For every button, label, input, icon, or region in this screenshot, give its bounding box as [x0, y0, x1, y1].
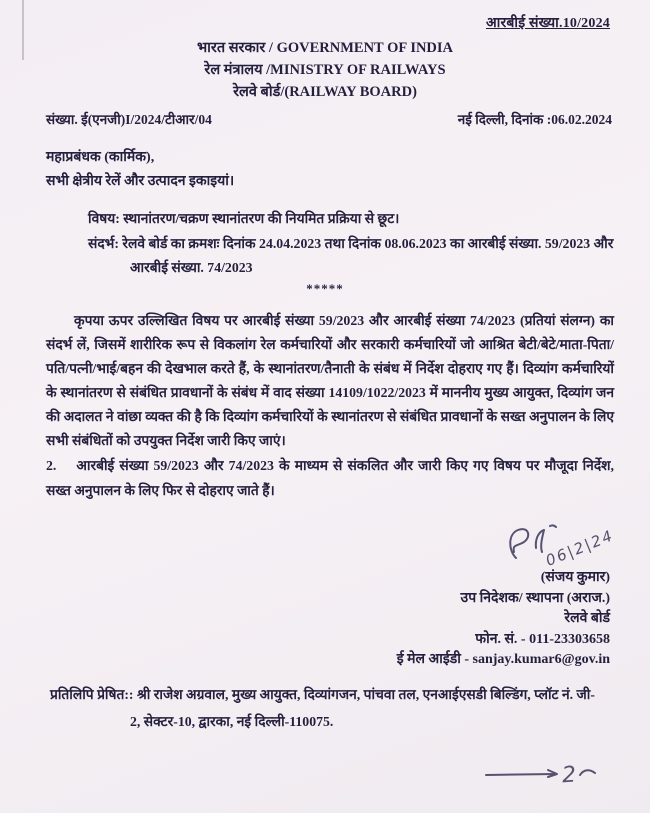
signature-date-handwritten: 06|2|24	[543, 526, 617, 570]
signatory-phone: फोन. सं. - 011-23303658	[475, 631, 610, 647]
addressee-detail: सभी क्षेत्रीय रेलें और उत्पादन इकाइयां।	[46, 174, 235, 189]
addressee-title: महाप्रबंधक (कार्मिक),	[46, 150, 155, 165]
letterhead-ministry-line: रेल मंत्रालय /MINISTRY OF RAILWAYS	[204, 62, 446, 78]
copy-to-continuation: 2, सेक्टर-10, द्वारका, नई दिल्ली-110075.	[130, 714, 334, 729]
letterhead	[0, 37, 650, 103]
signatory-email: ई मेल आईडी - sanjay.kumar6@gov.in	[396, 652, 610, 667]
letterhead-govt-line: भारत सरकार / GOVERNMENT OF INDIA	[196, 40, 454, 56]
copy-to-line: प्रतिलिपि प्रेषित:: श्री राजेश अग्रवाल, मुख्य आयुक्त, दिव्यांगजन, पांचवा तल, एनआईएसडी बिल्डिंग, प्लॉट नं. जी-	[50, 687, 595, 702]
page-number: 2	[561, 762, 577, 789]
letterhead-board-line: रेलवे बोर्ड/(RAILWAY BOARD)	[233, 84, 417, 100]
paragraph-2-text: आरबीई संख्या 59/2023 और 74/2023 के माध्यम से संकलित और जारी किए गए विषय पर मौजूदा निर्देश, सख्त अनुपालन के लिए फिर से दोहराए जाते हैं।	[46, 458, 614, 498]
paragraph-2-number: 2.	[46, 458, 57, 473]
subject-reference-block	[88, 207, 616, 281]
reference-line: संदर्भ: रेलवे बोर्ड का क्रमशः दिनांक 24.04.2023 तथा दिनांक 08.06.2023 का आरबीई संख्या. 59/2023 और	[88, 235, 614, 251]
reference-continuation: आरबीई संख्या. 74/2023	[130, 260, 253, 275]
copy-to-block	[50, 681, 620, 735]
signatory-name: (संजय कुमार)	[540, 570, 610, 585]
page-number-scribble-icon	[482, 755, 602, 791]
signatory-organisation: रेलवे बोर्ड	[564, 611, 610, 626]
page-number-mark	[482, 755, 602, 796]
place-and-date: नई दिल्ली, दिनांक :06.02.2024	[457, 112, 612, 127]
body-paragraph-2	[46, 453, 614, 503]
signature-area	[290, 522, 617, 570]
signature-block	[290, 522, 617, 671]
rbe-number: आरबीई संख्या.10/2024	[485, 16, 610, 31]
reference-row	[46, 110, 612, 128]
addressee-block	[46, 146, 234, 194]
letter-number: संख्या. ई(एनजी)I/2024/टीआर/04	[46, 112, 212, 127]
subject-line: विषय: स्थानांतरण/चक्रण स्थानांतरण की नियमित प्रक्रिया से छूट।	[88, 211, 400, 226]
body-paragraph-1: कृपया ऊपर उल्लिखित विषय पर आरबीई संख्या 59/2023 और आरबीई संख्या 74/2023 (प्रतियां संलग्न) का संदर्भ लें, जिसमें शारीरिक रूप से विकलांग रेल कर्मचारियों और सरकारी कर्मचारियों जो आश्रित बेटी/बेटे/माता-पिता/पति/पत्नी/भाई/बहन की देखभाल करते हैं, के स्थानांतरण/तैनाती के संबंध में निर्देश दोहराए गए हैं। दिव्यांग कर्मचारियों के स्थानांतरण से संबंधित प्रावधानों के संबंध में वाद संख्या 14109/1022/2023 में माननीय मुख्य आयुक्त, दिव्यांग जन की अदालत ने वांछा व्यक्त की है कि दिव्यांग कर्मचारियों के स्थानांतरण से संबंधित प्रावधानों के सख्त अनुपालन के लिए सभी संबंधितों को उपयुक्त निर्देश जारी किए जाएं।	[46, 313, 614, 448]
star-separator: *****	[306, 281, 344, 296]
signatory-designation: उप निदेशक/ स्थापना (अराज.)	[460, 590, 610, 606]
